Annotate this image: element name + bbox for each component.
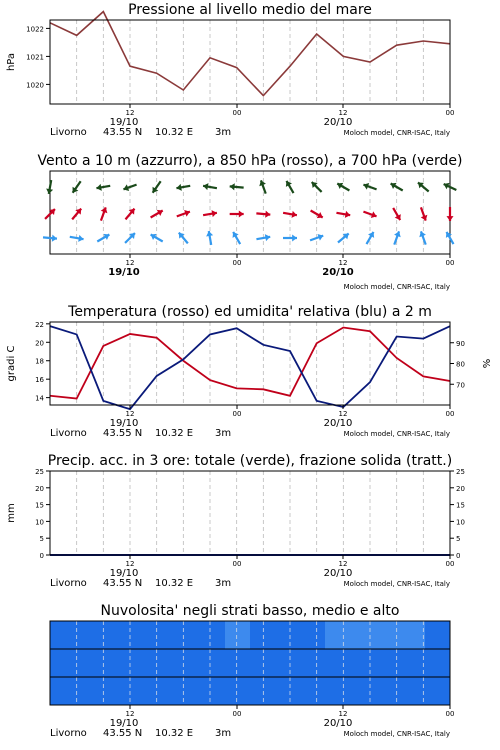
cloud-cell (325, 621, 351, 649)
temp-ytick-label: 16 (35, 376, 44, 385)
temp-ytick-label: 18 (35, 357, 44, 366)
cloud-cell (225, 649, 251, 677)
temp-xtick-label: 00 (232, 410, 242, 418)
cloud-cell (200, 621, 226, 649)
cloud-cell (150, 621, 176, 649)
cloud-cell (200, 677, 226, 705)
cloud-cell (75, 649, 101, 677)
clouds-date-label: 20/10 (323, 718, 353, 729)
cloud-cell (125, 677, 151, 705)
temp-date-label: 19/10 (109, 418, 139, 429)
precip-ytick-label-right: 0 (456, 552, 461, 560)
cloud-cell (125, 621, 151, 649)
cloud-cell (350, 677, 376, 705)
precip-ytick-label-right: 25 (456, 468, 465, 476)
cloud-cell (75, 621, 101, 649)
wind-arrow-head (265, 211, 270, 218)
pressure-title: Pressione al livello medio del mare (128, 2, 372, 18)
cloud-cell (275, 677, 301, 705)
pressure-frame (50, 20, 450, 104)
temp-ytick-label: 14 (35, 394, 44, 403)
cloud-cell (425, 621, 451, 649)
pressure-ylabel: hPa (6, 52, 17, 72)
wind-arrow-head (239, 210, 244, 217)
precip-xtick-label: 12 (338, 560, 348, 568)
temp-location-alt: 3m (215, 428, 232, 439)
wind-arrow-head (230, 183, 235, 190)
precip-location-name: Livorno (50, 578, 87, 589)
cloud-cell (50, 677, 76, 705)
cloud-cell (175, 677, 201, 705)
precip-ytick-label-right: 5 (456, 535, 461, 544)
cloud-cell (200, 649, 226, 677)
clouds-date-label: 19/10 (109, 718, 139, 729)
cloud-cell (100, 677, 126, 705)
pressure-xtick-label: 12 (338, 109, 348, 117)
wind-xtick-label: 00 (445, 259, 455, 267)
pressure-location-alt: 3m (215, 127, 232, 138)
pressure-ytick-label: 1021 (26, 53, 44, 62)
cloud-cell (175, 649, 201, 677)
clouds-title: Nuvolosita' negli strati basso, medio e alto (100, 603, 400, 619)
pressure-xtick-label: 00 (445, 109, 455, 117)
pressure-xtick-label: 00 (232, 109, 242, 117)
cloud-cell (350, 649, 376, 677)
rh-ytick-label: 70 (456, 381, 465, 390)
wind-arrow-head (52, 235, 57, 242)
temp-frame (50, 322, 450, 405)
temp-date-label: 20/10 (323, 418, 353, 429)
pressure-ytick-label: 1022 (26, 25, 44, 34)
cloud-cell (225, 621, 251, 649)
precip-frame (50, 471, 450, 555)
clouds-xtick-label: 12 (338, 710, 348, 718)
cloud-cell (300, 677, 326, 705)
pressure-date-label: 19/10 (109, 117, 139, 128)
cloud-cell (175, 621, 201, 649)
wind-xtick-label: 12 (125, 259, 135, 267)
temp-ylabel: gradi C (6, 345, 17, 382)
clouds-location-alt: 3m (215, 728, 232, 739)
cloud-cell (400, 677, 426, 705)
wind-title: Vento a 10 m (azzurro), a 850 hPa (rosso), a 700 hPa (verde) (37, 153, 463, 169)
precip-location-lat: 43.55 N (103, 578, 143, 589)
wind-arrow-head (446, 216, 453, 221)
cloud-cell (125, 649, 151, 677)
wind-date-label: 19/10 (108, 267, 140, 278)
pressure-line (50, 12, 450, 96)
wind-frame (50, 171, 450, 254)
temp-ytick-label: 20 (35, 339, 44, 348)
precip-ytick-label: 20 (35, 484, 44, 493)
clouds-xtick-label: 00 (445, 710, 455, 718)
temp-ytick-label: 22 (35, 320, 44, 329)
temp-xtick-label: 12 (338, 410, 348, 418)
cloud-cell (400, 621, 426, 649)
rh-ytick-label: 80 (456, 360, 465, 369)
wind-credit: Moloch model, CNR-ISAC, Italy (343, 283, 450, 291)
cloud-cell (50, 621, 76, 649)
temp-location-lat: 43.55 N (103, 428, 143, 439)
temp-xtick-label: 12 (125, 410, 135, 418)
rh-line (50, 326, 450, 409)
clouds-location-lat: 43.55 N (103, 728, 143, 739)
temp-location-name: Livorno (50, 428, 87, 439)
precip-ytick-label: 10 (35, 518, 44, 527)
clouds-location-name: Livorno (50, 728, 87, 739)
pressure-location-lon: 10.32 E (155, 127, 194, 138)
precip-location-lon: 10.32 E (155, 578, 194, 589)
precip-location-alt: 3m (215, 578, 232, 589)
cloud-cell (50, 649, 76, 677)
cloud-cell (225, 677, 251, 705)
cloud-cell (400, 649, 426, 677)
rh-ylabel: % (482, 358, 493, 369)
cloud-cell (425, 649, 451, 677)
clouds-credit: Moloch model, CNR-ISAC, Italy (343, 730, 450, 738)
temp-xtick-label: 00 (445, 410, 455, 418)
clouds-location-lon: 10.32 E (155, 728, 194, 739)
cloud-cell (250, 649, 276, 677)
precip-ytick-label: 25 (35, 468, 44, 476)
cloud-cell (150, 649, 176, 677)
precip-date-label: 19/10 (109, 568, 139, 579)
cloud-cell (325, 649, 351, 677)
clouds-xtick-label: 00 (232, 710, 242, 718)
pressure-xtick-label: 12 (125, 109, 135, 117)
precip-date-label: 20/10 (323, 568, 353, 579)
temp-credit: Moloch model, CNR-ISAC, Italy (343, 430, 450, 438)
temp-location-lon: 10.32 E (155, 428, 194, 439)
cloud-cell (300, 649, 326, 677)
wind-arrow-head (292, 234, 297, 241)
cloud-cell (350, 621, 376, 649)
cloud-cell (275, 649, 301, 677)
pressure-location-name: Livorno (50, 127, 87, 138)
wind-xtick-label: 00 (232, 259, 242, 267)
cloud-cell (425, 677, 451, 705)
cloud-cell (250, 621, 276, 649)
pressure-date-label: 20/10 (323, 117, 353, 128)
cloud-cell (75, 677, 101, 705)
temp-line (50, 328, 450, 399)
precip-title: Precip. acc. in 3 ore: totale (verde), frazione solida (tratt.) (47, 453, 453, 469)
cloud-cell (325, 677, 351, 705)
precip-ytick-label: 0 (39, 552, 44, 560)
temp-title: Temperatura (rosso) ed umidita' relativa (blu) a 2 m (68, 304, 432, 320)
precip-ylabel: mm (6, 503, 17, 523)
cloud-cell (100, 621, 126, 649)
precip-ytick-label: 15 (35, 501, 44, 510)
precip-ytick-label-right: 15 (456, 501, 465, 510)
precip-xtick-label: 00 (445, 560, 455, 568)
rh-ytick-label: 90 (456, 339, 465, 348)
wind-date-label: 20/10 (322, 267, 354, 278)
precip-xtick-label: 00 (232, 560, 242, 568)
cloud-cell (150, 677, 176, 705)
precip-credit: Moloch model, CNR-ISAC, Italy (343, 580, 450, 588)
precip-ytick-label-right: 10 (456, 518, 465, 527)
pressure-credit: Moloch model, CNR-ISAC, Italy (343, 129, 450, 137)
pressure-ytick-label: 1020 (26, 81, 44, 90)
cloud-cell (300, 621, 326, 649)
cloud-cell (100, 649, 126, 677)
cloud-cell (250, 677, 276, 705)
wind-xtick-label: 12 (338, 259, 348, 267)
precip-xtick-label: 12 (125, 560, 135, 568)
precip-ytick-label-right: 20 (456, 484, 465, 493)
cloud-cell (275, 621, 301, 649)
clouds-xtick-label: 12 (125, 710, 135, 718)
pressure-location-lat: 43.55 N (103, 127, 143, 138)
precip-ytick-label: 5 (39, 535, 44, 544)
